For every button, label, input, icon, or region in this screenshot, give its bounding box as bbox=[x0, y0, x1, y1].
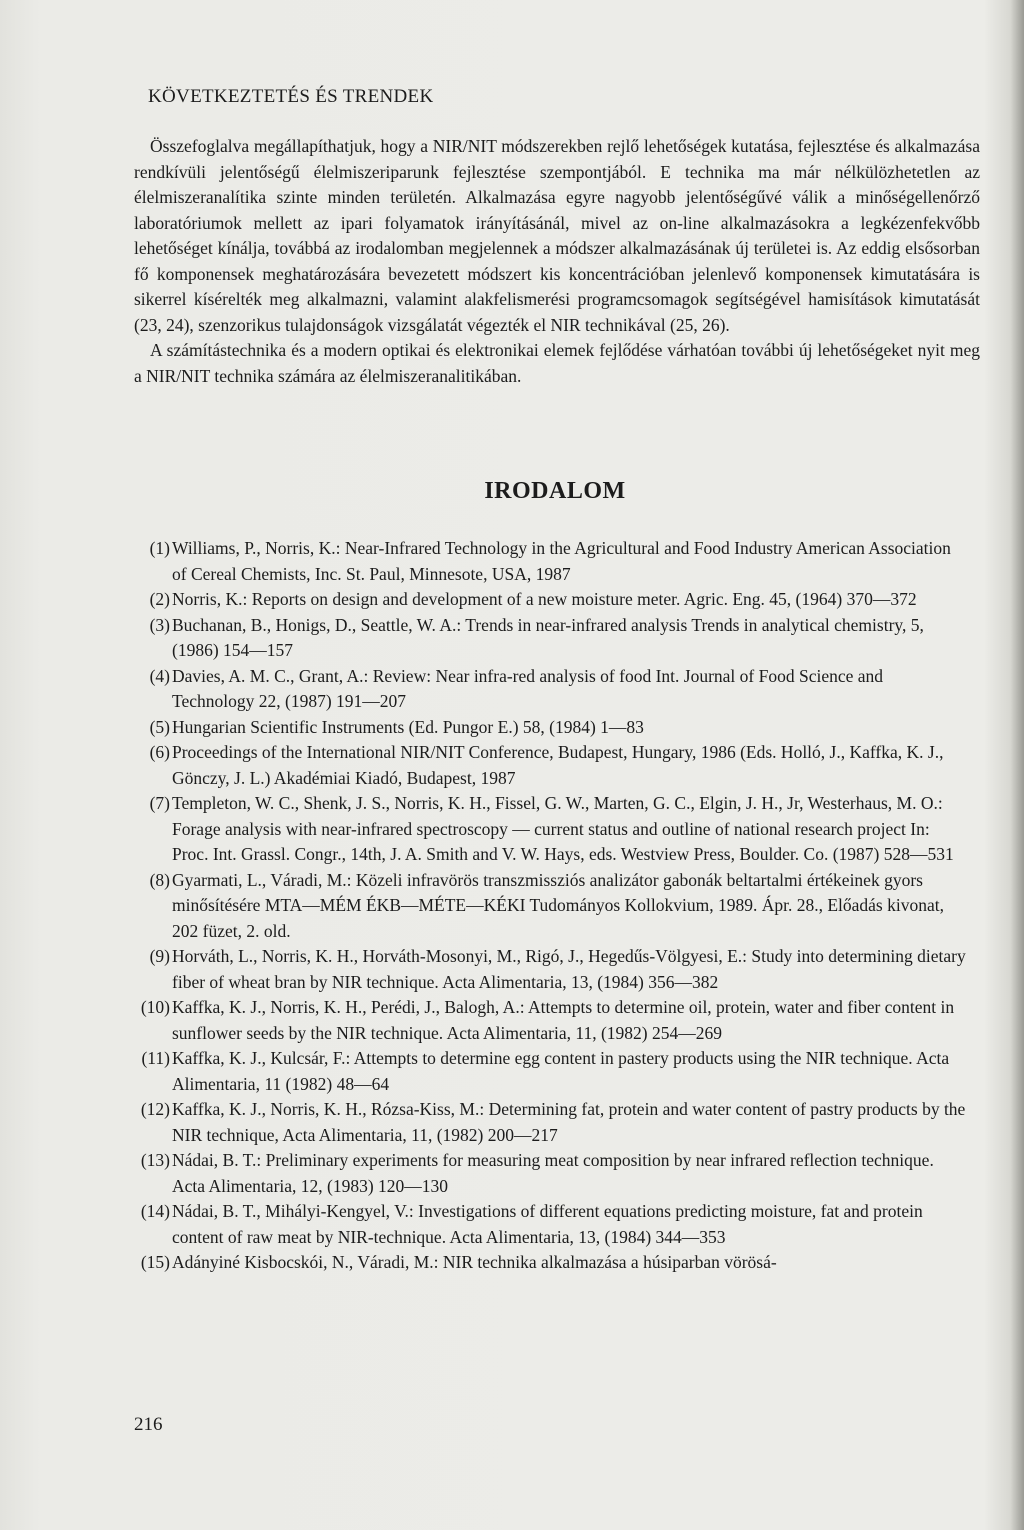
conclusion-text bbox=[134, 134, 980, 389]
reference-text: Gyarmati, L., Váradi, M.: Közeli infravörös transzmissziós analizátor gabonák beltartalmi értékeinek gyors minősítésére MTA—MÉM ÉKB—MÉTE—KÉKI Tudományos Kollokvium, 1989. Ápr. 28., Előadás kivonat, 202 füzet, 2. old. bbox=[172, 869, 944, 941]
reference-number: (9) bbox=[149, 946, 170, 966]
reference-number: (14) bbox=[140, 1201, 170, 1221]
reference-item bbox=[122, 536, 968, 587]
reference-item bbox=[122, 664, 968, 715]
reference-text: Hungarian Scientific Instruments (Ed. Pungor E.) 58, (1984) 1—83 bbox=[172, 716, 644, 737]
reference-text: Kaffka, K. J., Norris, K. H., Rózsa-Kiss, M.: Determining fat, protein and water content of pastry products by the NIR technique, Acta Alimentaria, 11, (1982) 200—217 bbox=[172, 1099, 966, 1145]
references-title: IRODALOM bbox=[484, 478, 626, 504]
reference-text: Nádai, B. T.: Preliminary experiments for measuring meat composition by near infrared reflection technique. Acta Alimentaria, 12, (1983) 120—130 bbox=[172, 1150, 934, 1196]
paragraph: A számítástechnika és a modern optikai és elektronikai elemek fejlődése várhatóan további új lehetőségeket nyit meg a NIR/NIT technika számára az élelmiszeranalitikában. bbox=[134, 340, 980, 386]
reference-item bbox=[122, 1250, 968, 1276]
page-number: 216 bbox=[134, 1414, 163, 1435]
reference-text: Norris, K.: Reports on design and development of a new moisture meter. Agric. Eng. 45, (1964) 370—372 bbox=[172, 589, 917, 609]
reference-item bbox=[122, 1097, 968, 1148]
reference-number: (2) bbox=[149, 589, 170, 609]
reference-number: (6) bbox=[149, 742, 170, 762]
reference-text: Nádai, B. T., Mihályi-Kengyel, V.: Investigations of different equations predicting moisture, fat and protein content of raw meat by NIR-technique. Acta Alimentaria, 13, (1984) 344—353 bbox=[172, 1201, 923, 1247]
reference-text: Williams, P., Norris, K.: Near-Infrared Technology in the Agricultural and Food Industry American Association of Cereal Chemists, Inc. St. Paul, Minnesote, USA, 1987 bbox=[172, 538, 951, 584]
reference-number: (5) bbox=[149, 716, 170, 737]
reference-number: (12) bbox=[140, 1099, 170, 1119]
reference-text: Kaffka, K. J., Norris, K. H., Perédi, J., Balogh, A.: Attempts to determine oil, protein, water and fiber content in sunflower seeds by the NIR technique. Acta Alimentaria, 11, (1982) 254—269 bbox=[172, 997, 955, 1043]
reference-item bbox=[122, 613, 968, 664]
reference-item bbox=[122, 740, 968, 791]
reference-item bbox=[122, 791, 968, 868]
reference-item bbox=[122, 944, 968, 995]
reference-number: (11) bbox=[141, 1048, 170, 1068]
reference-text: Adányiné Kisbocskói, N., Váradi, M.: NIR technika alkalmazása a húsiparban vörösá- bbox=[172, 1252, 777, 1272]
paragraph: Összefoglalva megállapíthatjuk, hogy a NIR/NIT módszerekben rejlő lehetőségek kutatása, fejlesztése és alkalmazása rendkívüli jelentőségű élelmiszeriparunk fejlesztése szempontjából. E technika ma már nélkülözhetetlen az élelmiszeranalítika szinte minden területén. Alkalmazása egyre nagyobb jelentőségűvé válik a minőségellenőrző laboratóriumok mellett az ipari folyamatok irányításánál, mivel az on-line alkalmazásokra a legkézenfekvőbb lehetőséget kínálja, továbbá az irodalomban megjelennek a módszer alkalmazásának új területei is. Az eddig elsősorban fő komponensek meghatározására bevezetett módszert kis koncentrációban jelenlevő komponensek kimutatására is sikerrel kísérelték meg alkalmazni, valamint alakfelismerési programcsomagok segítségével hamisítások kimutatását (23, 24), szenzorikus tulajdonságok vizsgálatát végezték el NIR technikával (25, 26). bbox=[134, 136, 980, 335]
reference-text: Davies, A. M. C., Grant, A.: Review: Near infra-red analysis of food Int. Journal of Food Science and Technology 22, (1987) 191—207 bbox=[172, 665, 884, 711]
reference-number: (1) bbox=[149, 538, 170, 558]
reference-number: (3) bbox=[149, 614, 170, 635]
references-list bbox=[122, 536, 968, 1276]
reference-item bbox=[122, 1199, 968, 1250]
reference-number: (15) bbox=[140, 1252, 170, 1272]
reference-text: Buchanan, B., Honigs, D., Seattle, W. A.: Trends in near-infrared analysis Trends in analytical chemistry, 5, (1986) 154—157 bbox=[172, 614, 924, 660]
reference-text: Templeton, W. C., Shenk, J. S., Norris, K. H., Fissel, G. W., Marten, G. C., Elgin, J. H., Jr, Westerhaus, M. O.: Forage analysis with near-infrared spectroscopy — current status and outline of national research project In: Proc. Int. Grassl. Congr., 14th, J. A. Smith and V. W. Hays, eds. Westview Press, Boulder. Co. (1987) 528—531 bbox=[172, 793, 954, 864]
reference-number: (7) bbox=[149, 793, 170, 813]
reference-item bbox=[122, 995, 968, 1046]
reference-item bbox=[122, 1148, 968, 1199]
reference-number: (4) bbox=[149, 665, 170, 686]
reference-number: (8) bbox=[149, 869, 170, 890]
reference-number: (13) bbox=[140, 1150, 170, 1170]
section-title: KÖVETKEZTETÉS ÉS TRENDEK bbox=[148, 86, 434, 107]
reference-item bbox=[122, 715, 968, 741]
reference-text: Horváth, L., Norris, K. H., Horváth-Mosonyi, M., Rigó, J., Hegedűs-Völgyesi, E.: Study into determining dietary fiber of wheat bran by NIR technique. Acta Alimentaria, 13, (1984) 356—382 bbox=[172, 946, 966, 992]
reference-text: Proceedings of the International NIR/NIT Conference, Budapest, Hungary, 1986 (Eds. Holló, J., Kaffka, K. J., Gönczy, J. L.) Akadémiai Kiadó, Budapest, 1987 bbox=[172, 742, 944, 788]
reference-item bbox=[122, 1046, 968, 1097]
reference-item bbox=[122, 587, 968, 613]
reference-text: Kaffka, K. J., Kulcsár, F.: Attempts to determine egg content in pastery products using the NIR technique. Acta Alimentaria, 11 (1982) 48—64 bbox=[172, 1048, 950, 1094]
reference-item bbox=[122, 868, 968, 945]
reference-number: (10) bbox=[140, 997, 170, 1017]
